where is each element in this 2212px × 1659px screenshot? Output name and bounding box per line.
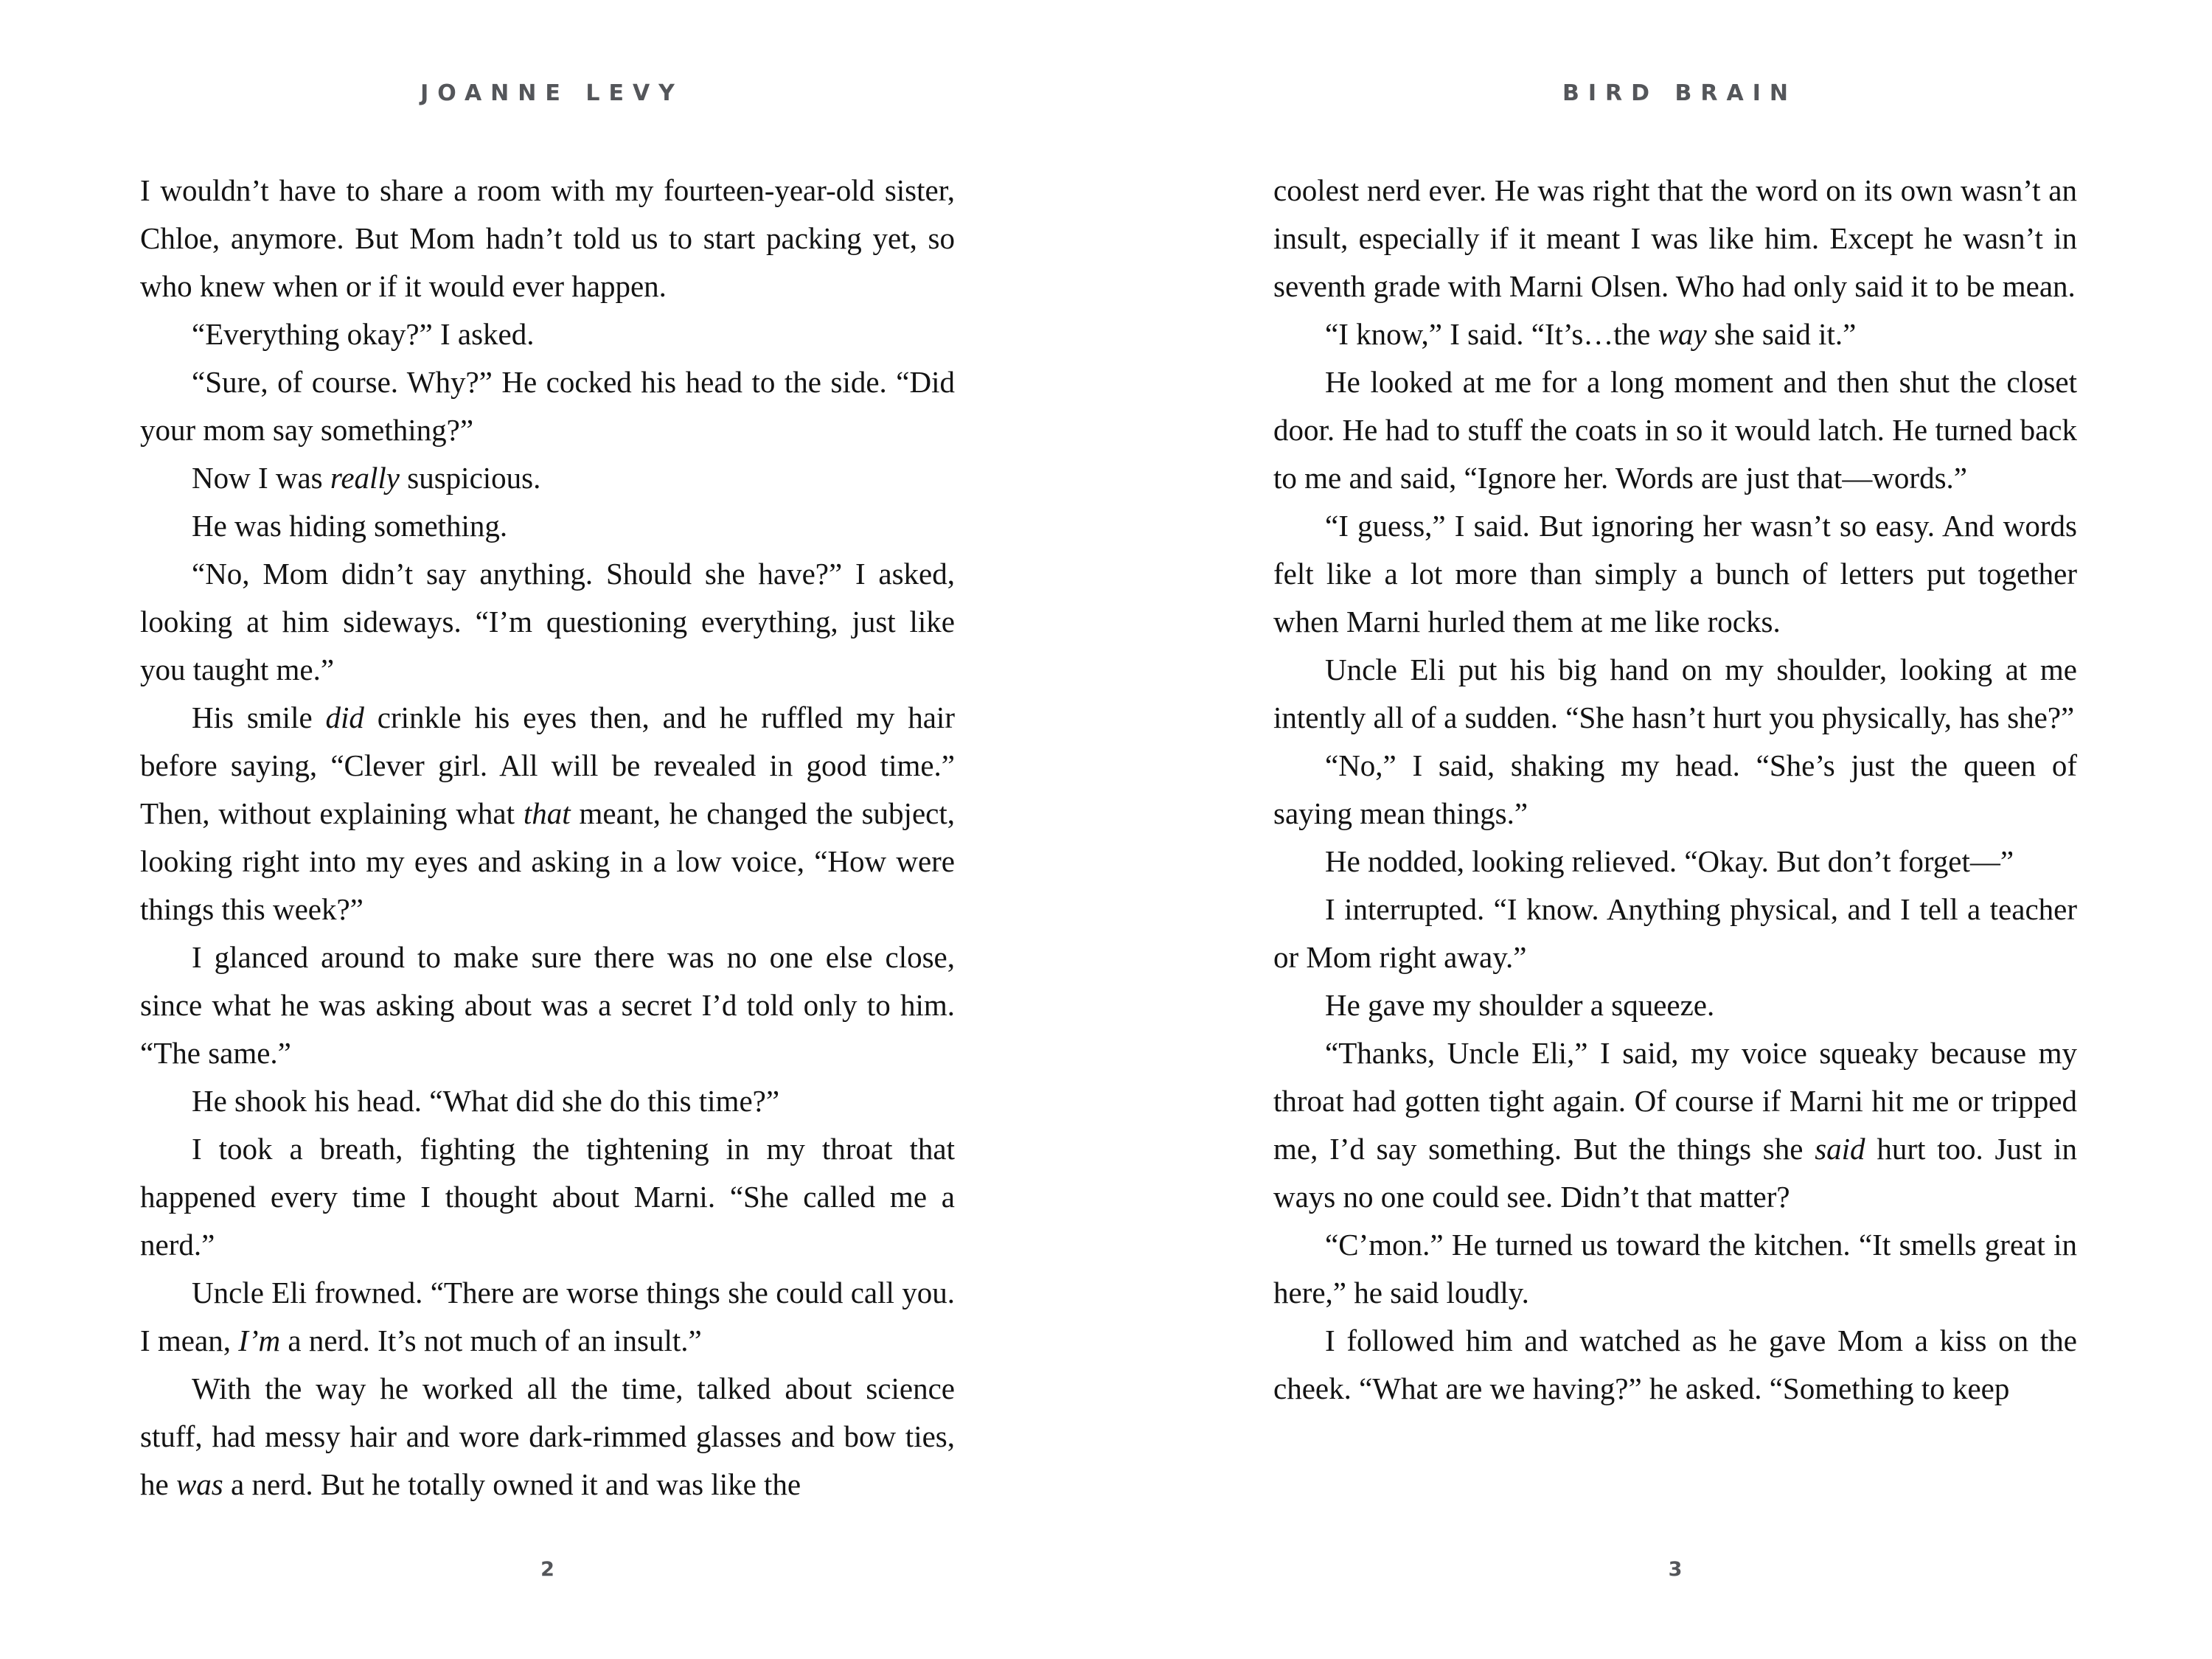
paragraph <box>140 167 955 310</box>
paragraph <box>140 454 955 502</box>
paragraph <box>1273 358 2077 502</box>
italic-text-run: really <box>330 461 400 495</box>
paragraph <box>1273 646 2077 742</box>
text-run: His smile <box>192 700 326 734</box>
italic-text-run: said <box>1815 1132 1865 1166</box>
running-head-title: BIRD BRAIN <box>1562 80 1797 106</box>
paragraph <box>1273 167 2077 310</box>
text-run: He gave my shoulder a squeeze. <box>1325 988 1715 1022</box>
paragraph <box>1273 742 2077 838</box>
page-number-left: 2 <box>540 1558 554 1581</box>
text-run: “I guess,” I said. But ignoring her wasn’t so easy. And words felt like a lot more than simply a bunch of letters put together when Marni hurled them at me like rocks. <box>1273 509 2077 639</box>
italic-text-run: was <box>175 1467 223 1501</box>
italic-text-run: I’m <box>238 1324 281 1357</box>
text-run: I interrupted. “I know. Anything physical, and I tell a teacher or Mom right away.” <box>1273 892 2077 974</box>
text-run: a nerd. But he totally owned it and was like the <box>223 1467 801 1501</box>
paragraph <box>1273 502 2077 646</box>
text-run: “I know,” I said. “It’s…the <box>1325 317 1658 351</box>
text-run: a nerd. It’s not much of an insult.” <box>280 1324 702 1357</box>
text-run: He nodded, looking relieved. “Okay. But don’t forget—” <box>1325 844 2014 878</box>
paragraph <box>140 933 955 1077</box>
paragraph <box>140 1125 955 1269</box>
text-run: I glanced around to make sure there was no one else close, since what he was asking about was a secret I’d told only to him. “The same.” <box>140 940 955 1070</box>
text-run: crinkle his eyes then, and he ruffled my hair before saying, “Clever girl. All will be revealed in good time.” Then, without explaining what <box>140 700 955 830</box>
running-head-author: JOANNE LEVY <box>420 80 684 106</box>
paragraph <box>140 1269 955 1365</box>
paragraph <box>1273 981 2077 1029</box>
paragraph <box>1273 1221 2077 1317</box>
text-run: “Thanks, Uncle Eli,” I said, my voice squeaky because my throat had gotten tight again. Of course if Marni hit me or tripped me, I’d say something. But the things she <box>1273 1036 2077 1166</box>
text-run: coolest nerd ever. He was right that the word on its own wasn’t an insult, especially if it meant I was like him. Except he wasn’t in seventh grade with Marni Olsen. Who had only said it to be mean. <box>1273 173 2077 303</box>
paragraph <box>140 358 955 454</box>
text-run: “Everything okay?” I asked. <box>192 317 535 351</box>
text-run: Now I was <box>192 461 330 495</box>
paragraph <box>1273 886 2077 981</box>
text-run: He was hiding something. <box>192 509 508 543</box>
paragraph <box>140 502 955 550</box>
paragraph <box>140 1365 955 1509</box>
paragraph <box>1273 1317 2077 1413</box>
text-run: hurt too. Just in ways no one could see. Didn’t that matter? <box>1273 1132 2077 1214</box>
paragraph <box>140 1077 955 1125</box>
paragraph <box>140 694 955 933</box>
text-run: Uncle Eli put his big hand on my shoulder, looking at me intently all of a sudden. “She hasn’t hurt you physically, has she?” <box>1273 653 2077 734</box>
italic-text-run: that <box>523 796 571 830</box>
text-run: I followed him and watched as he gave Mom a kiss on the cheek. “What are we having?” he asked. “Something to keep <box>1273 1324 2077 1405</box>
text-run: suspicious. <box>400 461 541 495</box>
page-right-body <box>1273 167 2077 1413</box>
text-run: I wouldn’t have to share a room with my fourteen-year-old sister, Chloe, anymore. But Mom hadn’t told us to start packing yet, so who knew when or if it would ever happen. <box>140 173 955 303</box>
text-run: With the way he worked all the time, talked about science stuff, had messy hair and wore dark-rimmed glasses and bow ties, he <box>140 1371 955 1501</box>
page-left-body <box>140 167 955 1509</box>
text-run: “No,” I said, shaking my head. “She’s just the queen of saying mean things.” <box>1273 748 2077 830</box>
text-run: “Sure, of course. Why?” He cocked his head to the side. “Did your mom say something?” <box>140 365 955 447</box>
text-run: she said it.” <box>1706 317 1857 351</box>
paragraph <box>1273 838 2077 886</box>
text-run: He shook his head. “What did she do this time?” <box>192 1084 780 1118</box>
text-run: He looked at me for a long moment and then shut the closet door. He had to stuff the coats in so it would latch. He turned back to me and said, “Ignore her. Words are just that—words.” <box>1273 365 2077 495</box>
italic-text-run: way <box>1658 317 1707 351</box>
text-run: “C’mon.” He turned us toward the kitchen. “It smells great in here,” he said loudly. <box>1273 1228 2077 1310</box>
paragraph <box>140 550 955 694</box>
text-run: I took a breath, fighting the tightening in my throat that happened every time I thought about Marni. “She called me a nerd.” <box>140 1132 955 1262</box>
paragraph <box>140 310 955 358</box>
text-run: “No, Mom didn’t say anything. Should she have?” I asked, looking at him sideways. “I’m questioning everything, just like you taught me.” <box>140 557 955 686</box>
text-run: meant, he changed the subject, looking right into my eyes and asking in a low voice, “How were things this week?” <box>140 796 955 926</box>
text-run: Uncle Eli frowned. “There are worse things she could call you. I mean, <box>140 1276 955 1357</box>
italic-text-run: did <box>325 700 364 734</box>
page-number-right: 3 <box>1668 1558 1683 1581</box>
paragraph <box>1273 1029 2077 1221</box>
paragraph <box>1273 310 2077 358</box>
